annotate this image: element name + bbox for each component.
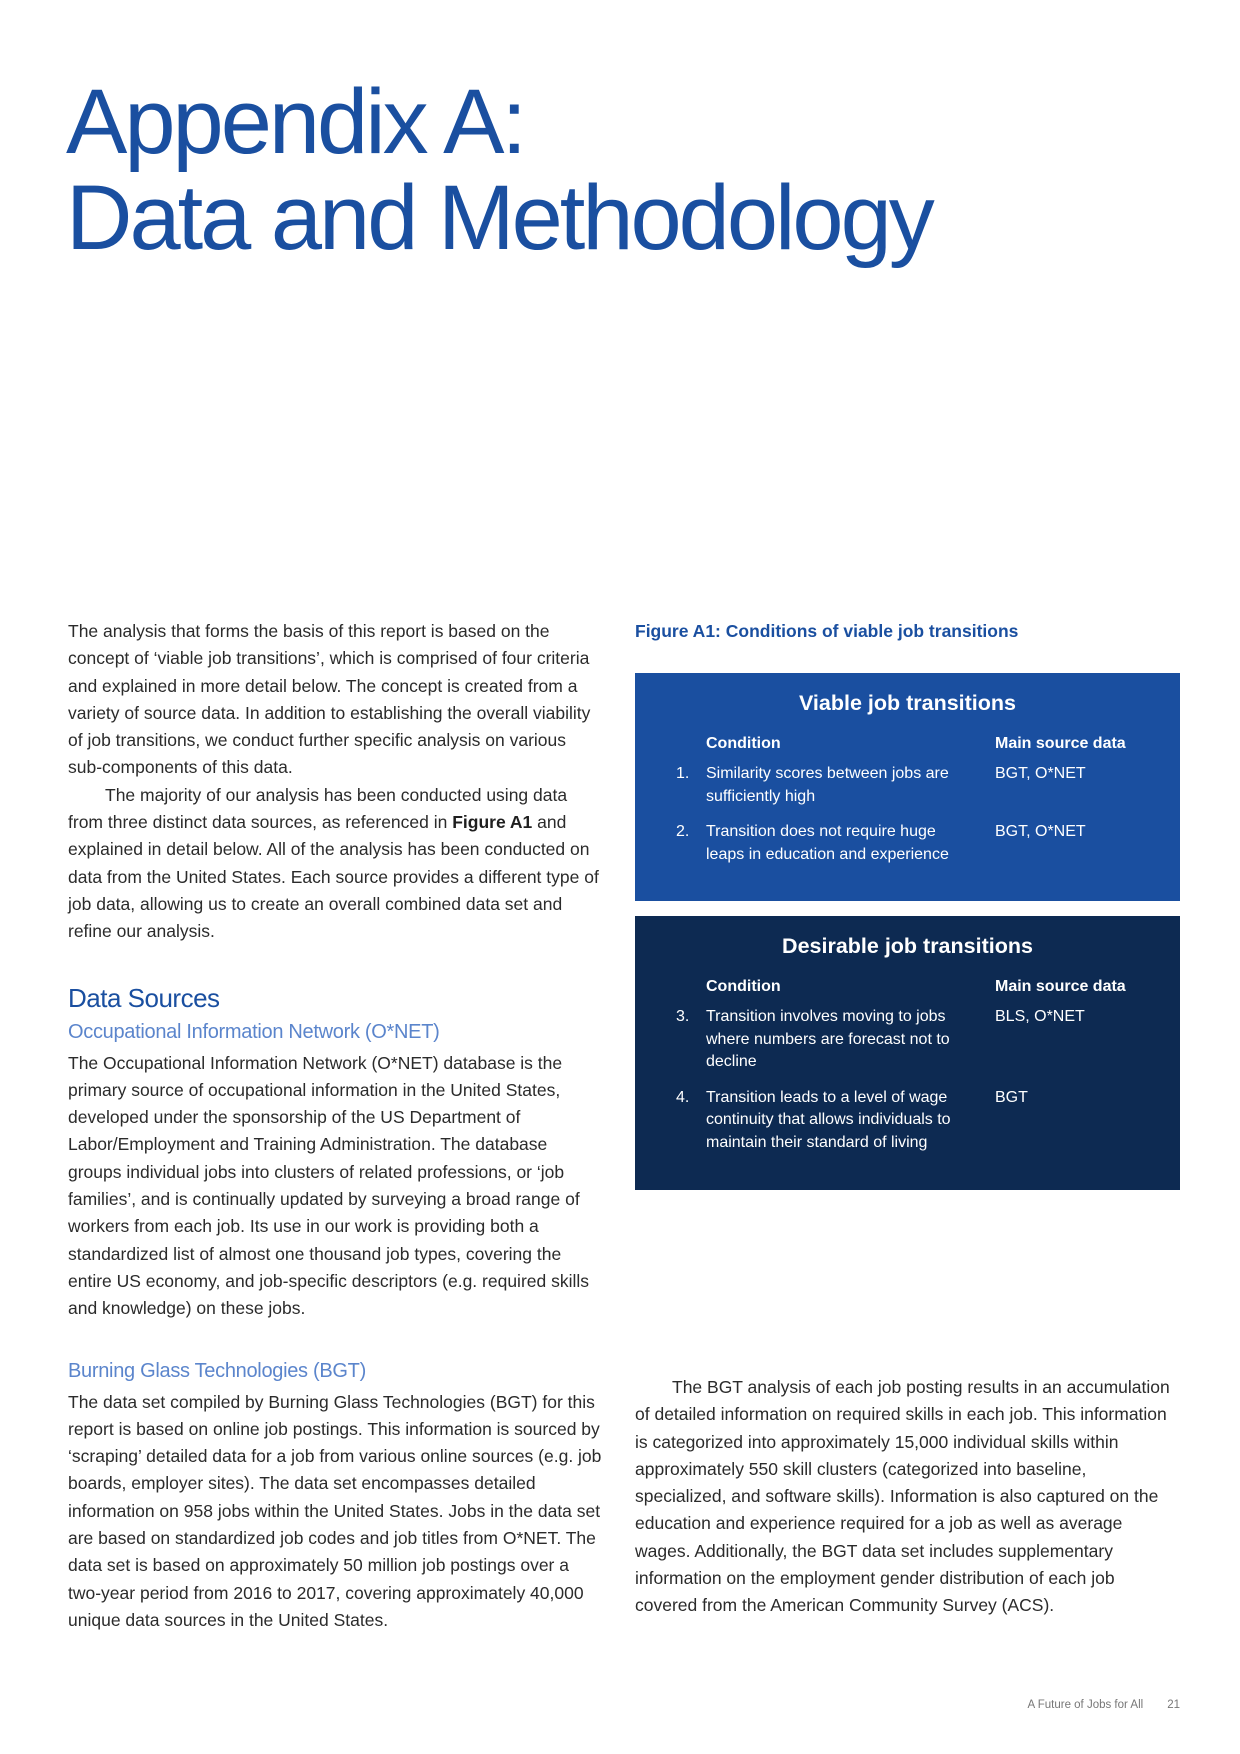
desirable-panel-title: Desirable job transitions	[782, 934, 1033, 958]
condition-source: BLS, O*NET	[995, 1008, 1085, 1025]
condition-row	[635, 821, 1180, 866]
viable-panel-title: Viable job transitions	[798, 691, 1017, 715]
condition-text: Similarity scores between jobs are sufficiently high	[706, 765, 949, 805]
page-number: 21	[1167, 1699, 1180, 1711]
condition-row	[635, 763, 1180, 808]
viable-panel-header	[635, 735, 1180, 763]
condition-number: 3.	[676, 1008, 690, 1025]
condition-number: 1.	[676, 765, 690, 782]
sources-paragraph-end: and explained in detail below. All of the analysis has been conducted on data from the United States. Each source provides a different type of job data, allowing us to create an overall combined data set and refine our analysis.	[68, 812, 599, 942]
intro-paragraph: The analysis that forms the basis of this report is based on the concept of ‘viable job transitions’, which is comprised of four criteria and explained in more detail below. The concept is created from a variety of source data. In addition to establishing the overall viability of job transitions, we conduct further specific analysis on various sub-components of this data.	[68, 621, 591, 778]
condition-source: BGT, O*NET	[995, 823, 1086, 840]
desirable-transitions-panel	[635, 916, 1180, 1190]
page-footer	[1028, 1699, 1181, 1711]
page-title-line-1: Appendix A:	[66, 71, 525, 173]
condition-row	[635, 1087, 1180, 1155]
bgt-analysis-paragraph: The BGT analysis of each job posting results in an accumulation of detailed information on required skills in each job. This information is categorized into approximately 15,000 individual skills within approximately 550 skill clusters (categorized into baseline, specialized, and software skills). Information is also captured on the education and experience required for a job as well as average wages. Additionally, the BGT data set includes supplementary information on the employment gender distribution of each job covered from the American Community Survey (ACS).	[635, 1377, 1170, 1616]
figure-caption: Figure A1: Conditions of viable job transitions	[635, 621, 1019, 641]
bgt-paragraph: The data set compiled by Burning Glass Technologies (BGT) for this report is based on online job postings. This information is sourced by ‘scraping’ detailed data for a job from various online sources (e.g. job boards, employer sites). The data set encompasses detailed information on 958 jobs within the United States. Jobs in the data set are based on standardized job codes and job titles from O*NET. The data set is based on approximately 50 million job postings over a two-year period from 2016 to 2017, covering approximately 40,000 unique data sources in the United States.	[68, 1391, 602, 1630]
condition-source: BGT	[995, 1088, 1028, 1106]
publication-name: A Future of Jobs for All	[1027, 1699, 1144, 1711]
desirable-panel-header	[635, 978, 1180, 1006]
page-title	[66, 71, 932, 269]
condition-text: Transition does not require huge leaps in education and experience	[706, 823, 949, 863]
viable-transitions-panel	[635, 673, 1180, 901]
source-column-header: Main source data	[995, 978, 1126, 995]
condition-text: Transition leads to a level of wage continuity that allows individuals to maintain their standard of living	[706, 1088, 951, 1151]
condition-column-header: Condition	[706, 978, 781, 995]
figure-a1-reference: Figure A1	[452, 812, 533, 833]
source-column-header: Main source data	[995, 735, 1126, 752]
condition-text: Transition involves moving to jobs where numbers are forecast not to decline	[706, 1008, 950, 1070]
left-column	[68, 618, 604, 1634]
data-sources-heading: Data Sources	[68, 982, 220, 1013]
onet-heading: Occupational Information Network (O*NET)	[68, 1020, 440, 1043]
bgt-heading: Burning Glass Technologies (BGT)	[68, 1359, 366, 1382]
sources-paragraph	[68, 782, 604, 946]
condition-number: 4.	[676, 1088, 690, 1106]
condition-row	[635, 1006, 1180, 1074]
page-title-line-2: Data and Methodology	[66, 167, 932, 269]
right-column-text	[635, 1374, 1180, 1620]
condition-number: 2.	[676, 823, 690, 840]
onet-paragraph: The Occupational Information Network (O*NET) database is the primary source of occupational information in the United States, developed under the sponsorship of the US Department of Labor/Employment and Training Administration. The database groups individual jobs into clusters of related professions, or ‘job families’, and is continually updated by surveying a broad range of workers from each job. Its use in our work is providing both a standardized list of almost one thousand job types, covering the entire US economy, and job-specific descriptors (e.g. required skills and knowledge) on these jobs.	[68, 1052, 590, 1319]
sources-paragraph-start: The majority of our analysis has been conducted using data from three distinct data sources, as referenced in	[68, 784, 568, 833]
condition-source: BGT, O*NET	[995, 765, 1086, 782]
condition-column-header: Condition	[706, 735, 781, 752]
